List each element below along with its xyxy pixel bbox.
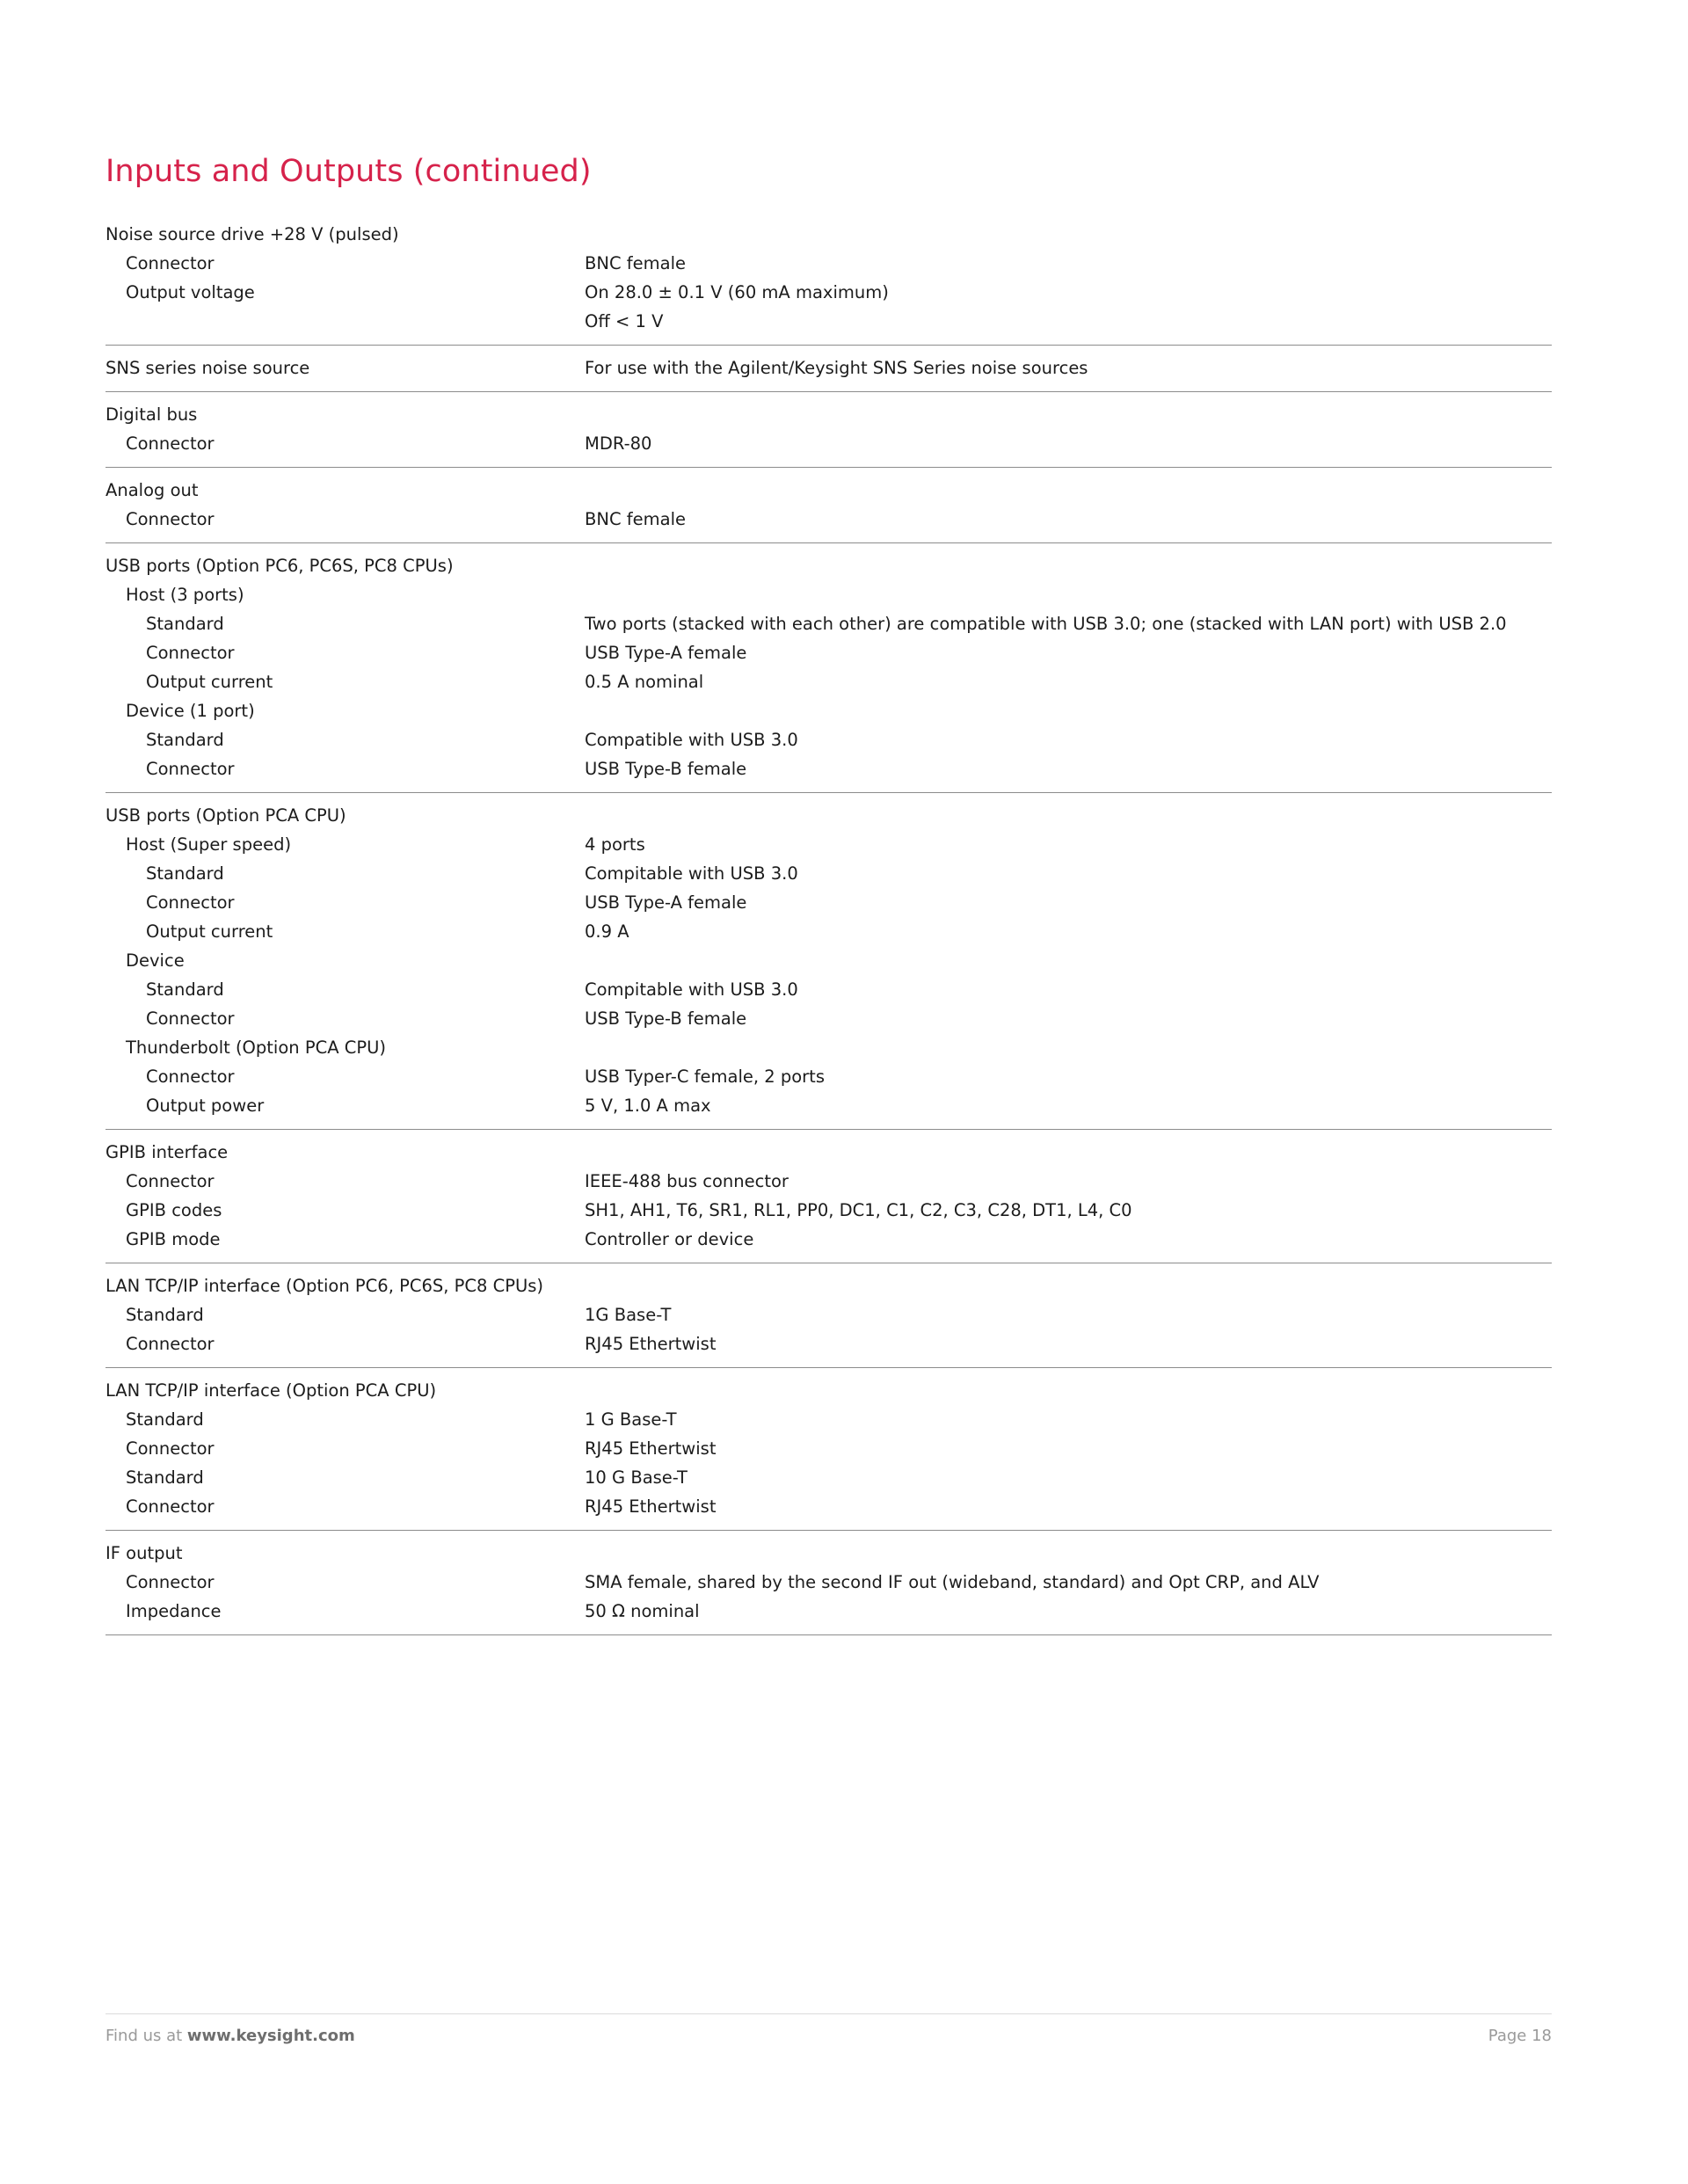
spec-label: Connector [126, 1334, 215, 1354]
table-row [106, 1463, 1552, 1492]
spec-value: RJ45 Ethertwist [585, 1438, 717, 1459]
table-row [106, 1225, 1552, 1263]
spec-value: 0.5 A nominal [585, 672, 704, 692]
spec-label: Connector [126, 1572, 215, 1592]
table-row [106, 754, 1552, 793]
spec-group [106, 1130, 1552, 1263]
table-row [106, 975, 1552, 1004]
spec-label: Connector [146, 643, 235, 663]
spec-value: SH1, AH1, T6, SR1, RL1, PP0, DC1, C1, C2, C3, C28, DT1, L4, C0 [585, 1200, 1132, 1220]
spec-value: Two ports (stacked with each other) are compatible with USB 3.0; one (stacked with LAN port) with USB 2.0 [585, 614, 1507, 634]
footer-page-number: Page 18 [1488, 2027, 1552, 2045]
spec-group [106, 212, 1552, 346]
table-row [106, 638, 1552, 667]
spec-group [106, 543, 1552, 793]
spec-label [106, 307, 585, 346]
spec-label: GPIB mode [126, 1229, 221, 1249]
spec-value: On 28.0 ± 0.1 V (60 mA maximum) [585, 282, 889, 302]
specifications-table [106, 212, 1552, 1635]
spec-value: Compitable with USB 3.0 [585, 979, 798, 1000]
table-row [106, 917, 1552, 946]
table-row [106, 543, 1552, 581]
table-row [106, 392, 1552, 430]
spec-label: Connector [146, 1008, 235, 1029]
spec-value: USB Typer-C female, 2 ports [585, 1067, 825, 1087]
spec-group [106, 1368, 1552, 1531]
spec-value [585, 793, 1552, 831]
spec-value [585, 392, 1552, 430]
table-row [106, 696, 1552, 725]
footer-find-us [106, 2027, 355, 2045]
spec-value: USB Type-A female [585, 892, 747, 913]
spec-label: Digital bus [106, 404, 198, 425]
table-row [106, 429, 1552, 468]
table-row [106, 249, 1552, 278]
spec-value: 1 G Base-T [585, 1409, 677, 1430]
spec-value [585, 1531, 1552, 1569]
footer-url[interactable]: www.keysight.com [186, 2027, 355, 2045]
spec-label: Connector [126, 509, 215, 529]
spec-label: Connector [146, 892, 235, 913]
spec-value: Compitable with USB 3.0 [585, 863, 798, 884]
table-row [106, 1568, 1552, 1597]
table-row [106, 830, 1552, 859]
table-row [106, 1004, 1552, 1033]
spec-value: 50 Ω nominal [585, 1601, 700, 1621]
table-row [106, 1492, 1552, 1531]
spec-value: USB Type-A female [585, 643, 747, 663]
spec-label: Output current [146, 672, 273, 692]
spec-label: Device [126, 950, 185, 971]
spec-label: Thunderbolt (Option PCA CPU) [126, 1037, 387, 1058]
spec-label: Connector [126, 1496, 215, 1517]
spec-value: Off < 1 V [585, 311, 664, 331]
spec-value: 5 V, 1.0 A max [585, 1096, 711, 1116]
page-title: Inputs and Outputs (continued) [106, 154, 592, 189]
page-content [106, 154, 1582, 1635]
footer-find-us-text: Find us at [106, 2027, 187, 2045]
spec-label: Standard [146, 614, 224, 634]
spec-group [106, 1531, 1552, 1635]
table-row [106, 505, 1552, 543]
spec-label: Standard [146, 863, 224, 884]
spec-label: Analog out [106, 480, 199, 500]
spec-group [106, 392, 1552, 468]
spec-label: Connector [126, 1171, 215, 1191]
spec-value: SMA female, shared by the second IF out (wideband, standard) and Opt CRP, and ALV [585, 1572, 1320, 1592]
spec-value: USB Type-B female [585, 759, 747, 779]
table-row [106, 1130, 1552, 1168]
table-row [106, 1434, 1552, 1463]
spec-label: IF output [106, 1543, 183, 1563]
spec-value [585, 1033, 1552, 1062]
spec-label: SNS series noise source [106, 358, 310, 378]
spec-label: Noise source drive +28 V (pulsed) [106, 224, 399, 244]
spec-value: IEEE-488 bus connector [585, 1171, 789, 1191]
spec-label: Standard [146, 730, 224, 750]
table-row [106, 609, 1552, 638]
spec-value [585, 946, 1552, 975]
spec-label: Connector [146, 1067, 235, 1087]
spec-value [585, 468, 1552, 506]
spec-label: Output current [146, 921, 273, 942]
table-row [106, 1405, 1552, 1434]
table-row [106, 1033, 1552, 1062]
table-row [106, 278, 1552, 307]
table-row [106, 212, 1552, 249]
table-row [106, 1300, 1552, 1329]
table-row [106, 667, 1552, 696]
table-row [106, 1263, 1552, 1301]
table-row [106, 468, 1552, 506]
spec-label: Device (1 port) [126, 701, 255, 721]
spec-label: Connector [126, 253, 215, 273]
spec-label: Standard [126, 1467, 204, 1488]
table-row [106, 1368, 1552, 1406]
spec-value: 10 G Base-T [585, 1467, 688, 1488]
spec-value: 4 ports [585, 834, 645, 855]
spec-label: USB ports (Option PCA CPU) [106, 805, 346, 826]
spec-value: BNC female [585, 253, 687, 273]
spec-group [106, 793, 1552, 1130]
table-row [106, 1329, 1552, 1368]
spec-value: 1G Base-T [585, 1305, 672, 1325]
table-row [106, 1597, 1552, 1635]
spec-label: Connector [126, 1438, 215, 1459]
table-row [106, 888, 1552, 917]
spec-label: Connector [126, 433, 215, 454]
spec-label: GPIB interface [106, 1142, 229, 1162]
table-row [106, 1196, 1552, 1225]
table-row [106, 1062, 1552, 1091]
spec-label: Connector [146, 759, 235, 779]
table-row [106, 580, 1552, 609]
spec-group [106, 346, 1552, 392]
spec-label: Host (3 ports) [126, 585, 244, 605]
spec-label: Host (Super speed) [126, 834, 292, 855]
spec-value: BNC female [585, 509, 687, 529]
spec-group [106, 468, 1552, 543]
spec-value: MDR-80 [585, 433, 652, 454]
spec-value [585, 580, 1552, 609]
spec-value [585, 1263, 1552, 1301]
table-row [106, 946, 1552, 975]
table-row [106, 793, 1552, 831]
spec-value [585, 543, 1552, 581]
table-row [106, 346, 1552, 392]
table-row [106, 1531, 1552, 1569]
spec-label: USB ports (Option PC6, PC6S, PC8 CPUs) [106, 556, 454, 576]
spec-value [585, 696, 1552, 725]
spec-value [585, 212, 1552, 249]
spec-label: GPIB codes [126, 1200, 222, 1220]
spec-value: Controller or device [585, 1229, 754, 1249]
table-row [106, 1091, 1552, 1130]
spec-label: Standard [126, 1305, 204, 1325]
page-footer [106, 2013, 1552, 2045]
spec-label: Standard [126, 1409, 204, 1430]
spec-value [585, 1130, 1552, 1168]
table-row [106, 307, 1552, 346]
spec-value: 0.9 A [585, 921, 629, 942]
table-row [106, 725, 1552, 754]
spec-label: LAN TCP/IP interface (Option PCA CPU) [106, 1380, 437, 1401]
spec-label: Output voltage [126, 282, 255, 302]
spec-value: RJ45 Ethertwist [585, 1496, 717, 1517]
spec-group [106, 1263, 1552, 1368]
spec-value: Compatible with USB 3.0 [585, 730, 798, 750]
spec-value [585, 1368, 1552, 1406]
spec-value: RJ45 Ethertwist [585, 1334, 717, 1354]
spec-label: Output power [146, 1096, 265, 1116]
table-row [106, 1167, 1552, 1196]
spec-label: LAN TCP/IP interface (Option PC6, PC6S, PC8 CPUs) [106, 1276, 544, 1296]
table-row [106, 859, 1552, 888]
spec-label: Standard [146, 979, 224, 1000]
spec-value: USB Type-B female [585, 1008, 747, 1029]
spec-value: For use with the Agilent/Keysight SNS Series noise sources [585, 358, 1088, 378]
spec-label: Impedance [126, 1601, 222, 1621]
